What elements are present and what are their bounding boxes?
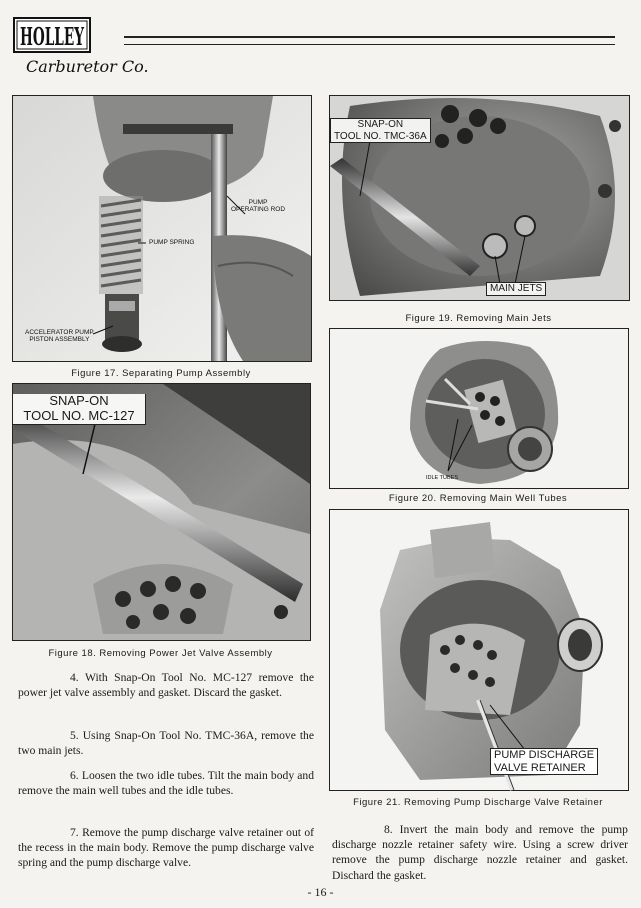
figure-21-caption: Figure 21. Removing Pump Discharge Valve Retainer <box>353 797 603 808</box>
figure-19-caption: Figure 19. Removing Main Jets <box>405 313 552 324</box>
step-4-text: With Snap-On Tool No. MC-127 remove the power jet valve assembly and gasket. Discard the gasket. <box>18 671 314 700</box>
label-snap-on-mc127: SNAP-ON TOOL NO. MC-127 <box>13 394 146 425</box>
figure-17-caption: Figure 17. Separating Pump Assembly <box>71 368 251 379</box>
figure-18-photo <box>12 383 311 641</box>
svg-text:Carburetor Co.: Carburetor Co. <box>26 57 149 76</box>
step-4 <box>18 670 314 700</box>
step-7-text: Remove the pump discharge valve retainer out of the recess in the main body. Remove the pump discharge valve spring and the pump discharge valve. <box>18 826 314 870</box>
label-idle-tubes: IDLE TUBES <box>426 475 458 481</box>
svg-text:HOLLEY: HOLLEY <box>20 22 85 51</box>
figure-20-caption: Figure 20. Removing Main Well Tubes <box>388 493 568 504</box>
step-5-number: 5. <box>70 729 79 742</box>
label-accelerator-pump: ACCELERATOR PUMP PISTON ASSEMBLY <box>25 329 94 343</box>
figure-17-photo <box>12 95 312 362</box>
step-6 <box>18 768 314 798</box>
label-main-jets: MAIN JETS <box>486 282 546 296</box>
step-6-number: 6. <box>70 769 79 782</box>
holley-logo <box>12 12 149 80</box>
header-rule-bottom <box>124 44 615 45</box>
label-pump-discharge-valve-retainer: PUMP DISCHARGE VALVE RETAINER <box>490 748 598 775</box>
label-pump-operating-rod: PUMP OPERATING ROD <box>231 199 286 213</box>
figure-18-caption: Figure 18. Removing Power Jet Valve Assembly <box>48 648 273 659</box>
step-5 <box>18 728 314 758</box>
label-pump-spring: PUMP SPRING <box>149 239 195 246</box>
step-7-number: 7. <box>70 826 79 839</box>
step-5-text: Using Snap-On Tool No. TMC-36A, remove the two main jets. <box>18 729 314 758</box>
step-8 <box>332 822 628 883</box>
step-4-number: 4. <box>70 671 79 684</box>
step-6-text: Loosen the two idle tubes. Tilt the main body and remove the main well tubes and the idle tubes. <box>18 769 314 798</box>
step-8-text: Invert the main body and remove the pump discharge nozzle retainer safety wire. Using a screw driver remove the pump discharge nozzle retainer and gasket. Dischard the gasket. <box>332 823 628 882</box>
figure-19-photo <box>329 95 630 301</box>
header-rule-top <box>124 36 615 38</box>
step-7 <box>18 825 314 871</box>
step-8-number: 8. <box>384 823 393 836</box>
label-snap-on-tmc36a: SNAP-ON TOOL NO. TMC-36A <box>330 118 431 143</box>
figure-20-photo <box>329 328 629 489</box>
page-number: - 16 - <box>307 885 334 899</box>
figure-21-photo <box>329 509 629 791</box>
